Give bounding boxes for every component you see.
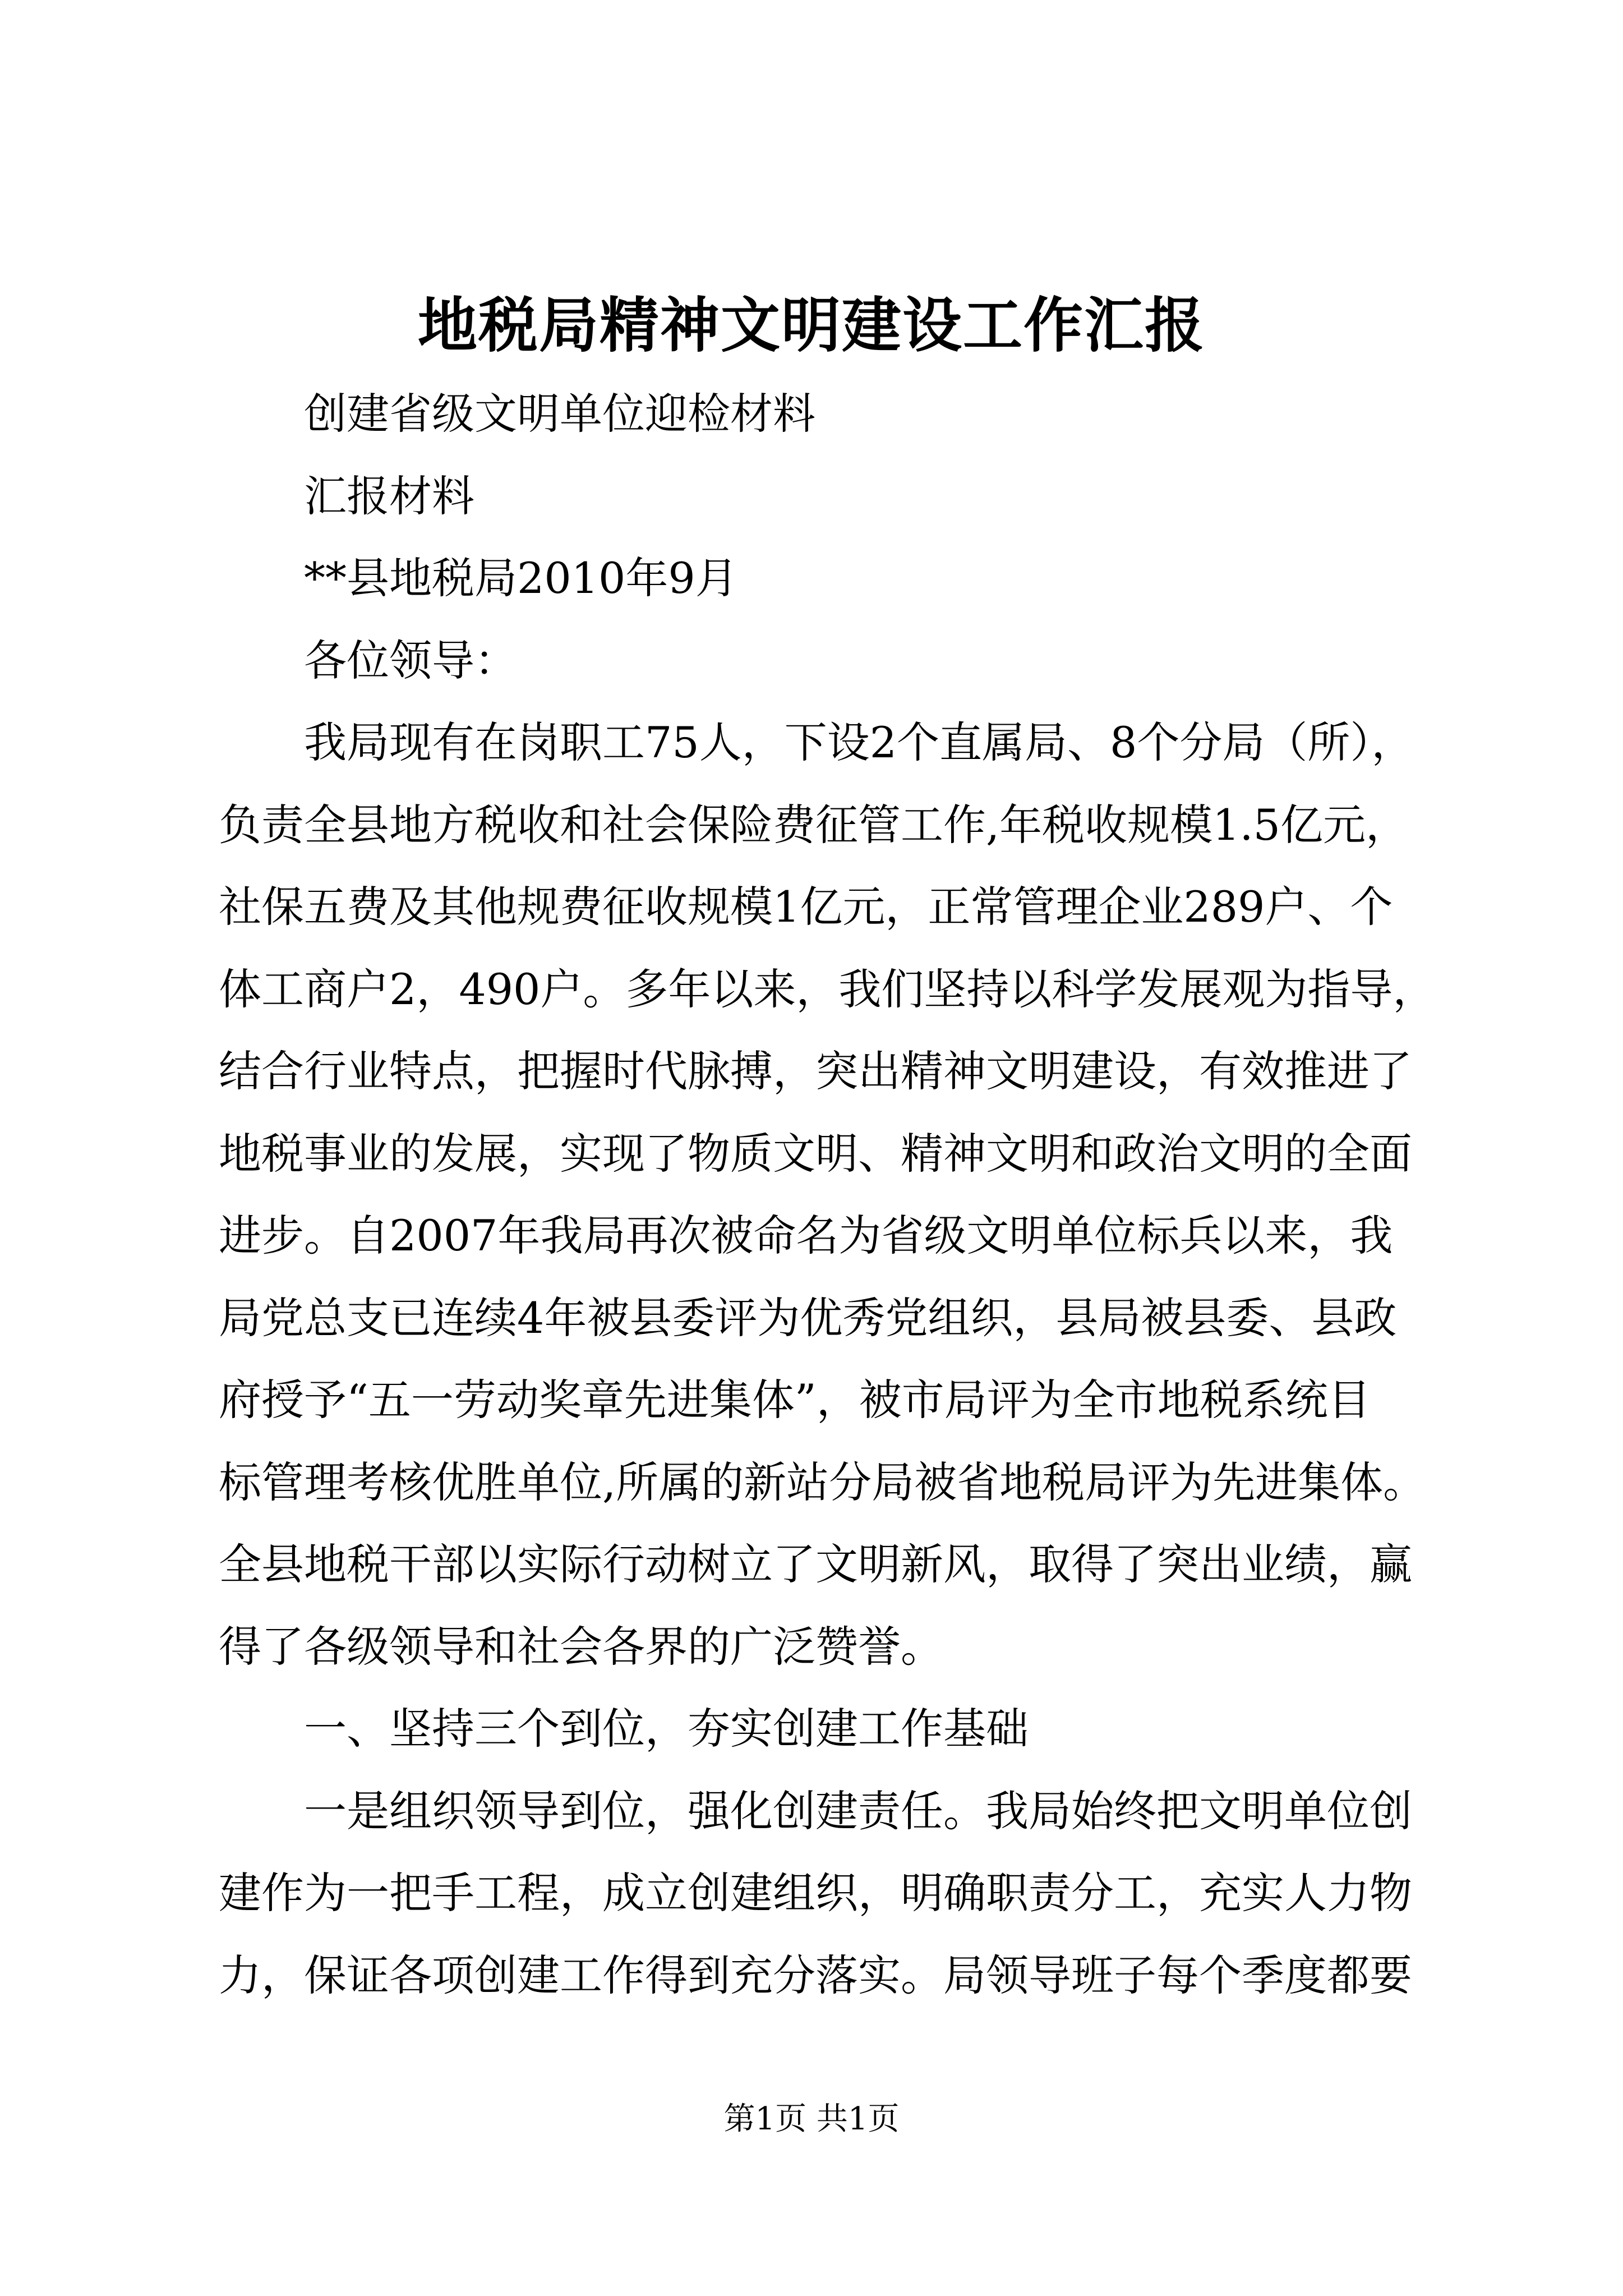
paragraph-line: 得了各级领导和社会各界的广泛赞誉。 <box>219 1621 943 1672</box>
paragraph-line: 标管理考核优胜单位,所属的新站分局被省地税局评为先进集体。 <box>219 1457 1426 1507</box>
paragraph-line: 局党总支已连续4年被县委评为优秀党组织，县局被县委、县政 <box>219 1292 1397 1343</box>
paragraph-line: 全县地税干部以实际行动树立了文明新风，取得了突出业绩，赢 <box>219 1539 1412 1589</box>
paragraph-line: 力，保证各项创建工作得到充分落实。局领导班子每个季度都要 <box>219 1950 1412 2000</box>
section-heading: 一、坚持三个到位，夯实创建工作基础 <box>304 1704 1029 1754</box>
subtitle-line: 汇报材料 <box>304 471 474 521</box>
document-title: 地税局精神文明建设工作汇报 <box>418 290 1205 360</box>
paragraph-line: 结合行业特点，把握时代脉搏，突出精神文明建设，有效推进了 <box>219 1046 1412 1096</box>
page-footer: 第1页 共1页 <box>723 2101 900 2137</box>
paragraph-line: 建作为一把手工程，成立创建组织，明确职责分工，充实人力物 <box>219 1868 1412 1918</box>
paragraph-line: 府授予“五一劳动奖章先进集体”，被市局评为全市地税系统目 <box>219 1375 1371 1425</box>
paragraph-line: 一是组织领导到位，强化创建责任。我局始终把文明单位创 <box>304 1786 1412 1836</box>
paragraph-line: 负责全县地方税收和社会保险费征管工作,年税收规模1.5亿元， <box>219 799 1409 850</box>
author-date-line: **县地税局2010年9月 <box>304 553 738 603</box>
paragraph-line: 地税事业的发展，实现了物质文明、精神文明和政治文明的全面 <box>219 1128 1412 1179</box>
subtitle-line: 创建省级文明单位迎检材料 <box>304 389 815 439</box>
paragraph-line: 我局现有在岗职工75人，下设2个直属局、8个分局（所）， <box>304 717 1414 767</box>
paragraph-line: 进步。自2007年我局再次被命名为省级文明单位标兵以来，我 <box>219 1211 1393 1260</box>
document-body <box>219 373 1492 2017</box>
paragraph-line: 体工商户2，490户。多年以来，我们坚持以科学发展观为指导， <box>219 964 1436 1014</box>
salutation-line: 各位领导： <box>304 635 517 685</box>
paragraph-line: 社保五费及其他规费征收规模1亿元，正常管理企业289户、个 <box>219 882 1393 932</box>
